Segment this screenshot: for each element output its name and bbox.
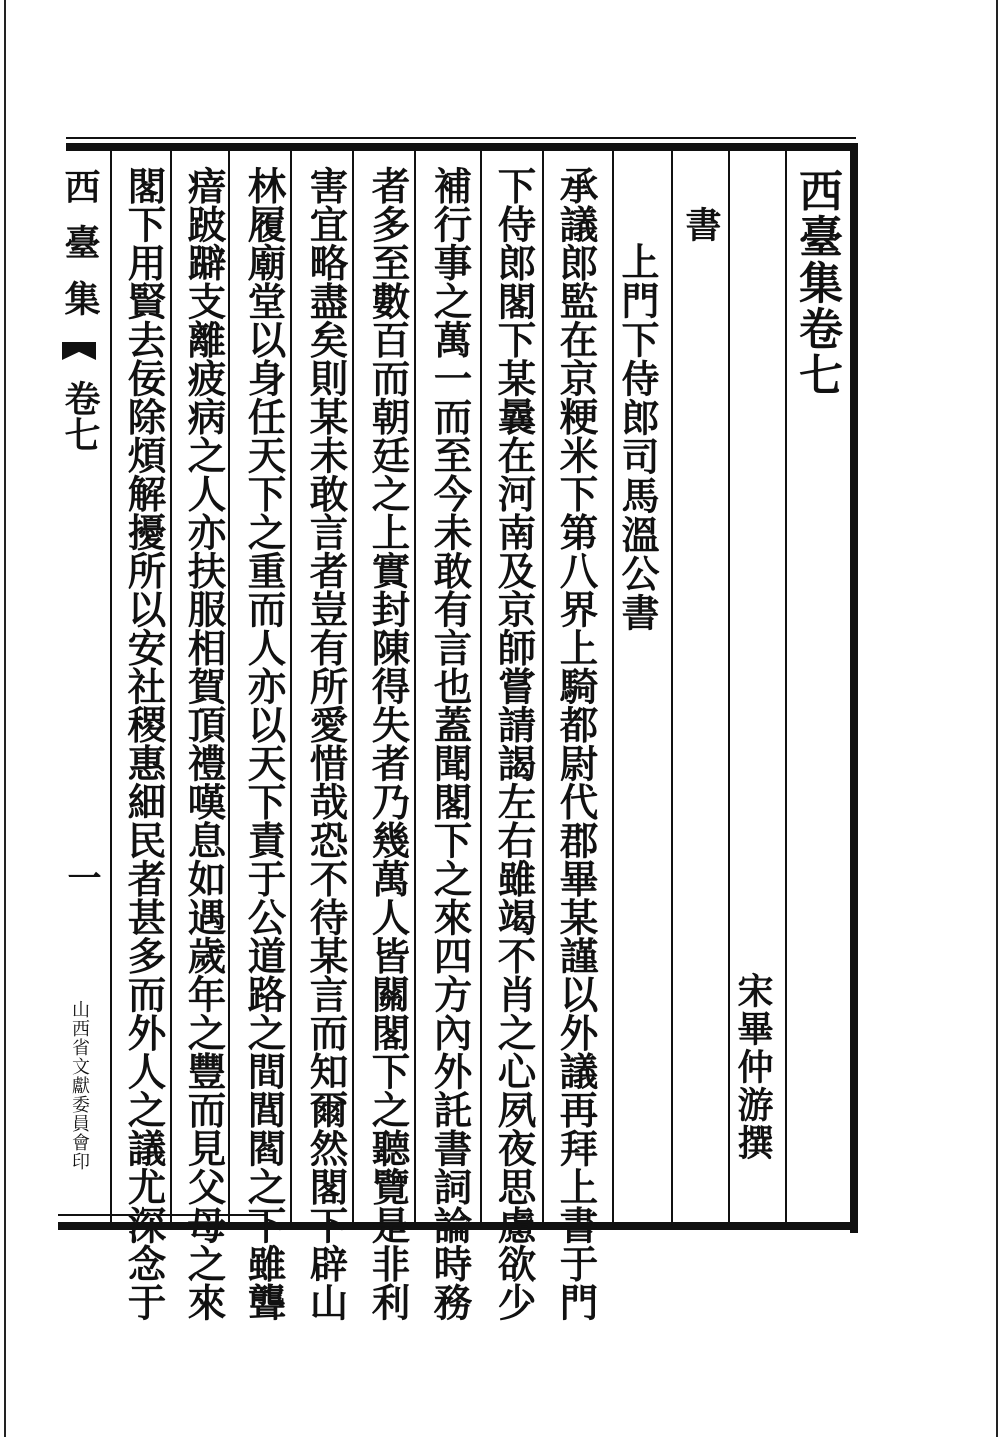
section-heading: 書 bbox=[680, 206, 722, 242]
letter-title: 上門下侍郎司馬溫公書 bbox=[615, 242, 660, 632]
right-border-thick bbox=[850, 143, 858, 1233]
column-divider bbox=[170, 151, 172, 1223]
margin-page-number: 一 bbox=[61, 860, 101, 894]
library-seal: 山西省文獻委員會印 bbox=[69, 1000, 90, 1171]
column-divider bbox=[728, 151, 730, 1223]
fish-tail-mark bbox=[62, 342, 96, 360]
body-column-6: 林履廟堂以身任天下之重而人亦以天下責于公道路之間閭閻之下雖聾 bbox=[241, 166, 287, 1321]
top-border-thin bbox=[66, 137, 856, 139]
column-divider bbox=[110, 151, 112, 1223]
column-divider bbox=[785, 151, 787, 1223]
margin-volume: 卷七 bbox=[59, 380, 101, 452]
column-divider bbox=[542, 151, 544, 1223]
top-border-thick bbox=[66, 143, 856, 151]
body-column-2: 下侍郎閣下某曩在河南及京師嘗請謁左右雖竭不肖之心夙夜思慮欲少 bbox=[491, 166, 537, 1321]
volume-title: 西臺集卷七 bbox=[791, 168, 842, 398]
column-divider bbox=[414, 151, 416, 1223]
margin-book-name: 西臺集 bbox=[59, 168, 101, 336]
column-divider bbox=[290, 151, 292, 1223]
column-divider bbox=[352, 151, 354, 1223]
page-edge-right bbox=[996, 0, 998, 1437]
body-column-1: 承議郎監在京粳米下第八界上騎都尉代郡畢某謹以外議再拜上書于門 bbox=[553, 166, 599, 1321]
body-column-3: 補行事之萬一而至今未敢有言也蓋聞閣下之來四方內外託書詞論時務 bbox=[427, 166, 473, 1321]
body-column-5: 害宜略盡矣則某未敢言者豈有所愛惜哉恐不待某言而知爾然閣下辟山 bbox=[303, 166, 349, 1321]
column-divider bbox=[612, 151, 614, 1223]
column-divider bbox=[228, 151, 230, 1223]
column-divider bbox=[671, 151, 673, 1223]
body-column-8: 閣下用賢去佞除煩解擾所以安社稷惠細民者甚多而外人之議尤深念于 bbox=[121, 166, 167, 1321]
body-column-7: 瘖跛躃支離疲病之人亦扶服相賀頂禮嘆息如遇歲年之豐而見父母之來 bbox=[181, 166, 227, 1321]
body-column-4: 者多至數百而朝廷之上實封陳得失者乃幾萬人皆關閣下之聽覽是非利 bbox=[365, 166, 411, 1321]
author-line: 宋畢仲游撰 bbox=[732, 972, 774, 1162]
page-edge-left bbox=[4, 0, 6, 1437]
column-divider bbox=[480, 151, 482, 1223]
